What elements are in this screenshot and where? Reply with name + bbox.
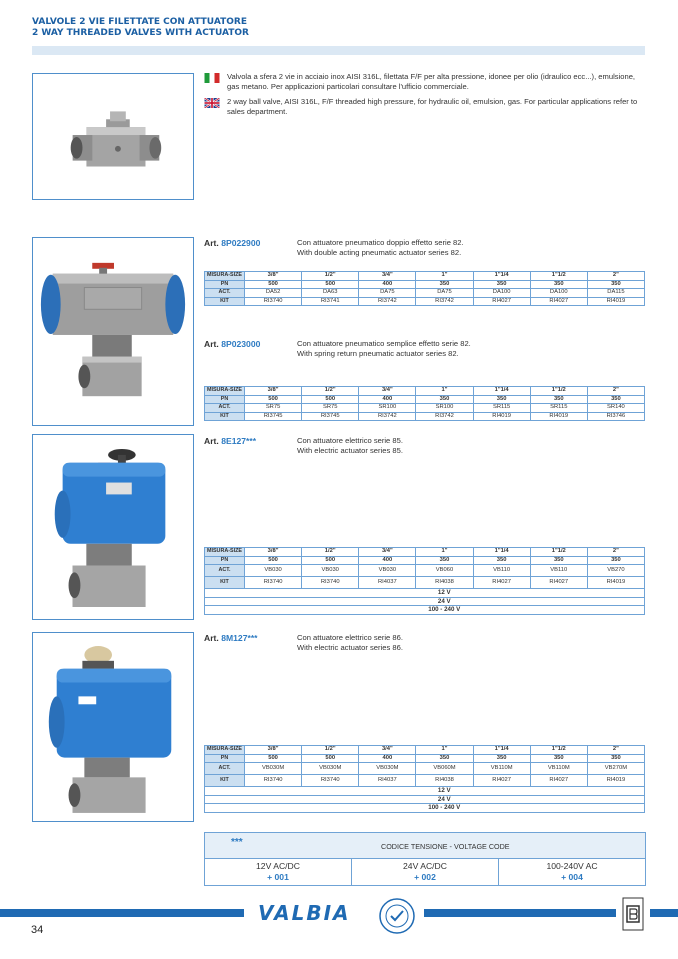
voltage-cell: 24 V (245, 795, 645, 804)
size-cell: 2" (587, 387, 644, 396)
empty-cell (205, 787, 245, 796)
table-row (205, 556, 645, 565)
cell: VB030 (359, 565, 416, 577)
cell: SR115 (473, 404, 530, 413)
voltage-code-header (205, 833, 645, 859)
cell: 350 (530, 395, 587, 404)
size-cell: 1"1/2 (530, 387, 587, 396)
photo-electric-actuator-86 (32, 632, 194, 822)
size-cell: 3/4" (359, 272, 416, 281)
cell: VB030 (245, 565, 302, 577)
row-label: KIT (205, 297, 245, 306)
voltage-code-stars: *** (231, 837, 243, 848)
article-description-4 (297, 633, 403, 652)
voltage-code-row (205, 859, 645, 885)
cell: 500 (302, 754, 359, 763)
uk-flag-icon (204, 98, 220, 108)
article-2-desc-it: Con attuatore pneumatico semplice effetto serie 82. (297, 339, 471, 348)
voltage-label: 24V AC/DC (403, 861, 447, 871)
cell: RI3741 (302, 297, 359, 306)
table-header: MISURA-SIZE (205, 548, 245, 557)
size-cell: 1"1/4 (473, 272, 530, 281)
cell: RI4019 (587, 775, 644, 787)
article-1-desc-it: Con attuatore pneumatico doppio effetto serie 82. (297, 238, 464, 247)
photo-pneumatic-actuator (32, 237, 194, 426)
cell: RI3740 (245, 297, 302, 306)
voltage-code-item (205, 859, 352, 885)
size-cell: 1" (416, 272, 473, 281)
cell: RI3745 (245, 412, 302, 421)
voltage-code-item (499, 859, 645, 885)
cell: SR115 (530, 404, 587, 413)
cell: VB030M (245, 763, 302, 775)
cell: RI3740 (245, 775, 302, 787)
article-4-desc-it: Con attuatore elettrico serie 86. (297, 633, 403, 642)
row-label: KIT (205, 577, 245, 589)
size-cell: 1/2" (302, 746, 359, 755)
cell: RI3746 (587, 412, 644, 421)
title-bar (32, 46, 645, 55)
photo-electric-actuator-85 (32, 434, 194, 620)
table-row (205, 795, 645, 804)
cell: 500 (302, 280, 359, 289)
table-row (205, 387, 645, 396)
voltage-code: + 004 (561, 872, 583, 882)
cell: 500 (302, 395, 359, 404)
footer-line-left (0, 909, 244, 917)
cell: RI4027 (473, 577, 530, 589)
size-cell: 3/8" (245, 746, 302, 755)
cell: VB110 (473, 565, 530, 577)
article-3-desc-en: With electric actuator series 85. (297, 445, 403, 455)
table-row (205, 548, 645, 557)
cell: RI4027 (530, 297, 587, 306)
empty-cell (205, 606, 245, 615)
table-row (205, 404, 645, 413)
article-description-2 (297, 339, 471, 358)
cell: RI4019 (473, 412, 530, 421)
cell: 350 (530, 280, 587, 289)
size-cell: 1"1/2 (530, 548, 587, 557)
article-code-3 (204, 436, 256, 446)
cell: VB030 (302, 565, 359, 577)
table-row (205, 606, 645, 615)
table-row (205, 289, 645, 298)
article-description-1 (297, 238, 464, 257)
article-1-number: 8P022900 (221, 238, 261, 248)
size-cell: 1/2" (302, 272, 359, 281)
size-cell: 3/8" (245, 387, 302, 396)
page-number: 34 (31, 924, 44, 936)
electric-actuator-85-image (33, 435, 193, 619)
cell: 400 (359, 556, 416, 565)
voltage-cell: 12 V (245, 589, 645, 598)
cell: DA75 (416, 289, 473, 298)
table-row (205, 746, 645, 755)
intro-english-text: 2 way ball valve, AISI 316L, F/F threaded high pressure, for hydraulic oil, emulsion, gas. For particular applications refer to sales department. (227, 97, 638, 116)
row-label: ACT. (205, 763, 245, 775)
cell: 350 (587, 280, 644, 289)
article-description-3 (297, 436, 403, 455)
voltage-cell: 100 - 240 V (245, 804, 645, 813)
empty-cell (205, 795, 245, 804)
cell: VB060 (416, 565, 473, 577)
intro-italian (204, 72, 646, 92)
size-cell: 1" (416, 746, 473, 755)
voltage-label: 100-240V AC (546, 861, 598, 871)
photo-ball-valve (32, 73, 194, 200)
cell: DA100 (473, 289, 530, 298)
size-cell: 1"1/4 (473, 746, 530, 755)
table-row (205, 577, 645, 589)
cell: RI4019 (587, 577, 644, 589)
table-row (205, 597, 645, 606)
table-row (205, 565, 645, 577)
spec-table-1 (204, 271, 645, 306)
row-label: PN (205, 754, 245, 763)
row-label: PN (205, 395, 245, 404)
voltage-label: 12V AC/DC (256, 861, 300, 871)
brand-mark-icon (622, 897, 644, 931)
row-label: ACT. (205, 404, 245, 413)
article-4-label: Art. (204, 633, 219, 643)
cell: RI4027 (473, 775, 530, 787)
cell: RI4038 (416, 775, 473, 787)
intro-text (204, 72, 646, 122)
cell: VB060M (416, 763, 473, 775)
cell: 400 (359, 754, 416, 763)
ball-valve-image (33, 74, 193, 199)
cell: VB270M (587, 763, 644, 775)
cell: DA63 (302, 289, 359, 298)
italian-flag-icon (204, 73, 220, 83)
cell: SR75 (245, 404, 302, 413)
cell: RI4038 (416, 577, 473, 589)
article-4-desc-en: With electric actuator series 86. (297, 642, 403, 652)
spec-table-4 (204, 745, 645, 813)
empty-cell (205, 597, 245, 606)
cell: VB110M (473, 763, 530, 775)
page-title (32, 17, 249, 39)
size-cell: 2" (587, 548, 644, 557)
table-row (205, 804, 645, 813)
article-3-label: Art. (204, 436, 219, 446)
article-2-label: Art. (204, 339, 219, 349)
cell: RI3740 (302, 577, 359, 589)
article-3-number: 8E127*** (221, 436, 257, 446)
cell: 350 (587, 754, 644, 763)
cell: 350 (587, 395, 644, 404)
article-1-desc-en: With double acting pneumatic actuator series 82. (297, 247, 462, 257)
size-cell: 2" (587, 746, 644, 755)
voltage-cell: 24 V (245, 597, 645, 606)
size-cell: 3/8" (245, 548, 302, 557)
row-label: PN (205, 280, 245, 289)
size-cell: 1"1/4 (473, 548, 530, 557)
row-label: PN (205, 556, 245, 565)
pneumatic-actuator-image (33, 238, 193, 425)
cell: 500 (245, 280, 302, 289)
cell: SR100 (416, 404, 473, 413)
size-cell: 1" (416, 387, 473, 396)
article-code-4 (204, 633, 258, 643)
article-2-number: 8P023000 (221, 339, 261, 349)
table-row (205, 763, 645, 775)
size-cell: 3/4" (359, 387, 416, 396)
cell: SR75 (302, 404, 359, 413)
size-cell: 3/8" (245, 272, 302, 281)
size-cell: 1/2" (302, 387, 359, 396)
voltage-cell: 100 - 240 V (245, 606, 645, 615)
row-label: ACT. (205, 289, 245, 298)
cell: 500 (245, 556, 302, 565)
cell: DA115 (587, 289, 644, 298)
cell: RI3745 (302, 412, 359, 421)
cell: 350 (473, 395, 530, 404)
table-header: MISURA-SIZE (205, 387, 245, 396)
cell: DA52 (245, 289, 302, 298)
article-2-desc-en: With spring return pneumatic actuator series 82. (297, 348, 459, 358)
table-row (205, 412, 645, 421)
electric-actuator-86-image (33, 633, 193, 821)
cell: 350 (587, 556, 644, 565)
footer-line-end (650, 909, 678, 917)
cell: RI4027 (530, 577, 587, 589)
table-header: MISURA-SIZE (205, 746, 245, 755)
table-header: MISURA-SIZE (205, 272, 245, 281)
size-cell: 3/4" (359, 548, 416, 557)
cell: RI3740 (245, 577, 302, 589)
cell: RI4027 (530, 775, 587, 787)
row-label: KIT (205, 412, 245, 421)
cell: VB270 (587, 565, 644, 577)
cell: RI3742 (416, 297, 473, 306)
cell: SR140 (587, 404, 644, 413)
valbia-logo: VALBIA (258, 901, 351, 925)
article-code-2 (204, 339, 260, 349)
cell: RI3742 (359, 297, 416, 306)
intro-italian-text: Valvola a sfera 2 vie in acciaio inox AISI 316L, filettata F/F per alta pressione, idonee per olio (idraulico ecc...), emulsione, gas metano. Per applicazioni particolari consultare l'ufficio commerciale. (227, 72, 636, 91)
cell: DA75 (359, 289, 416, 298)
cell: 500 (245, 395, 302, 404)
cell: 350 (530, 754, 587, 763)
title-english: 2 WAY THREADED VALVES WITH ACTUATOR (32, 28, 249, 38)
size-cell: 1"1/4 (473, 387, 530, 396)
voltage-code: + 001 (267, 872, 289, 882)
empty-cell (205, 804, 245, 813)
cell: 350 (530, 556, 587, 565)
cell: SR100 (359, 404, 416, 413)
cell: RI4027 (473, 297, 530, 306)
row-label: ACT. (205, 565, 245, 577)
empty-cell (205, 589, 245, 598)
spec-table-3 (204, 547, 645, 615)
spec-table-2 (204, 386, 645, 421)
size-cell: 1" (416, 548, 473, 557)
cell: 400 (359, 280, 416, 289)
table-row (205, 754, 645, 763)
cell: VB110 (530, 565, 587, 577)
cell: RI4037 (359, 577, 416, 589)
voltage-code: + 002 (414, 872, 436, 882)
cell: 350 (473, 280, 530, 289)
title-italian: VALVOLE 2 VIE FILETTATE CON ATTUATORE (32, 17, 247, 27)
cell: VB030M (302, 763, 359, 775)
size-cell: 3/4" (359, 746, 416, 755)
intro-english (204, 97, 646, 117)
certification-seal-icon (378, 897, 416, 935)
size-cell: 1"1/2 (530, 272, 587, 281)
cell: 350 (473, 754, 530, 763)
article-4-number: 8M127*** (221, 633, 258, 643)
voltage-code-box (204, 832, 646, 886)
cell: RI4019 (587, 297, 644, 306)
cell: 350 (416, 280, 473, 289)
article-1-label: Art. (204, 238, 219, 248)
table-row (205, 395, 645, 404)
size-cell: 1"1/2 (530, 746, 587, 755)
table-row (205, 589, 645, 598)
voltage-code-item (352, 859, 499, 885)
cell: VB110M (530, 763, 587, 775)
table-row (205, 787, 645, 796)
table-row (205, 272, 645, 281)
cell: 350 (416, 754, 473, 763)
cell: RI3740 (302, 775, 359, 787)
article-code-1 (204, 238, 260, 248)
cell: RI3742 (416, 412, 473, 421)
article-3-desc-it: Con attuatore elettrico serie 85. (297, 436, 403, 445)
cell: 350 (473, 556, 530, 565)
size-cell: 2" (587, 272, 644, 281)
cell: RI3742 (359, 412, 416, 421)
cell: 500 (245, 754, 302, 763)
row-label: KIT (205, 775, 245, 787)
cell: RI4037 (359, 775, 416, 787)
cell: 350 (416, 395, 473, 404)
table-row (205, 280, 645, 289)
voltage-code-title: CODICE TENSIONE - VOLTAGE CODE (381, 842, 510, 851)
cell: 350 (416, 556, 473, 565)
footer-line-right (424, 909, 616, 917)
cell: DA100 (530, 289, 587, 298)
cell: 400 (359, 395, 416, 404)
cell: 500 (302, 556, 359, 565)
size-cell: 1/2" (302, 548, 359, 557)
table-row (205, 297, 645, 306)
cell: VB030M (359, 763, 416, 775)
voltage-cell: 12 V (245, 787, 645, 796)
cell: RI4019 (530, 412, 587, 421)
table-row (205, 775, 645, 787)
